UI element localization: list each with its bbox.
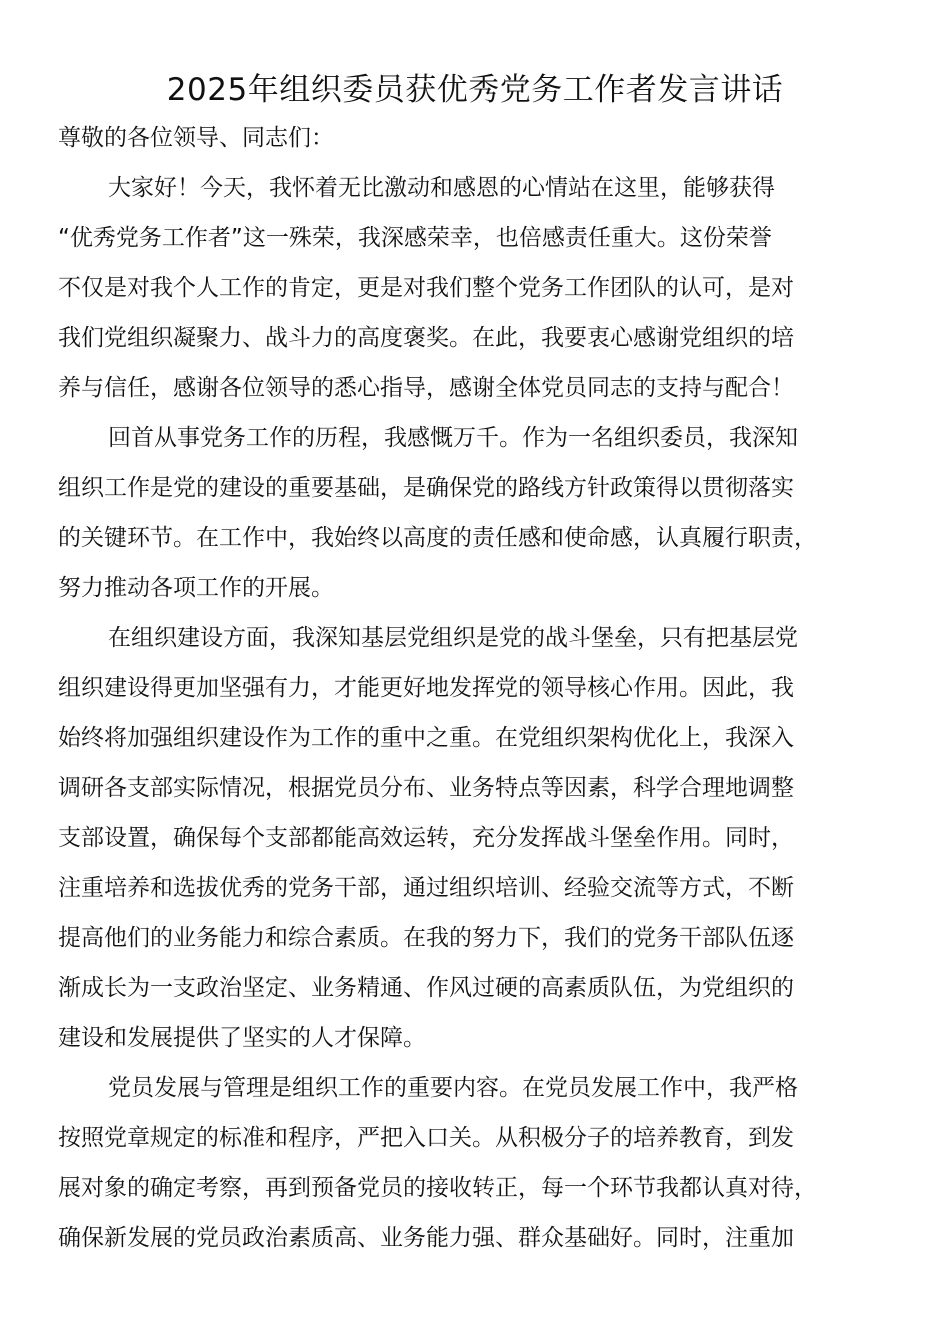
text-line: 按照党章规定的标准和程序，严把入口关。从积极分子的培养教育，到发: [58, 1125, 794, 1151]
text-line: 的关键环节。在工作中，我始终以高度的责任感和使命感，认真履行职责，: [58, 525, 817, 551]
text-line: “优秀党务工作者”这一殊荣，我深感荣幸，也倍感责任重大。这份荣誉: [58, 225, 772, 251]
text-line: 支部设置，确保每个支部都能高效运转，充分发挥战斗堡垒作用。同时，: [58, 825, 794, 851]
text-line: 不仅是对我个人工作的肯定，更是对我们整个党务工作团队的认可，是对: [58, 275, 794, 301]
text-line: 大家好！今天，我怀着无比激动和感恩的心情站在这里，能够获得: [108, 175, 775, 201]
salutation: 尊敬的各位领导、同志们：: [58, 125, 334, 151]
document-title: 2025年组织委员获优秀党务工作者发言讲话: [166, 72, 784, 108]
text-line: 党员发展与管理是组织工作的重要内容。在党员发展工作中，我严格: [108, 1075, 798, 1101]
text-line: 组织建设得更加坚强有力，才能更好地发挥党的领导核心作用。因此，我: [58, 675, 794, 701]
text-line: 调研各支部实际情况，根据党员分布、业务特点等因素，科学合理地调整: [58, 775, 794, 801]
text-line: 养与信任，感谢各位领导的悉心指导，感谢全体党员同志的支持与配合！: [58, 375, 794, 401]
text-line: 渐成长为一支政治坚定、业务精通、作风过硬的高素质队伍，为党组织的: [58, 975, 794, 1001]
text-line: 始终将加强组织建设作为工作的重中之重。在党组织架构优化上，我深入: [58, 725, 794, 751]
text-line: 努力推动各项工作的开展。: [58, 575, 334, 601]
text-line: 确保新发展的党员政治素质高、业务能力强、群众基础好。同时，注重加: [58, 1225, 794, 1251]
text-line: 注重培养和选拔优秀的党务干部，通过组织培训、经验交流等方式，不断: [58, 875, 794, 901]
text-line: 建设和发展提供了坚实的人才保障。: [58, 1025, 426, 1051]
text-line: 提高他们的业务能力和综合素质。在我的努力下，我们的党务干部队伍逐: [58, 925, 794, 951]
text-line: 组织工作是党的建设的重要基础，是确保党的路线方针政策得以贯彻落实: [58, 475, 794, 501]
text-line: 在组织建设方面，我深知基层党组织是党的战斗堡垒，只有把基层党: [108, 625, 798, 651]
text-line: 我们党组织凝聚力、战斗力的高度褒奖。在此，我要衷心感谢党组织的培: [58, 325, 794, 351]
text-line: 展对象的确定考察，再到预备党员的接收转正，每一个环节我都认真对待，: [58, 1175, 817, 1201]
text-line: 回首从事党务工作的历程，我感慨万千。作为一名组织委员，我深知: [108, 425, 798, 451]
